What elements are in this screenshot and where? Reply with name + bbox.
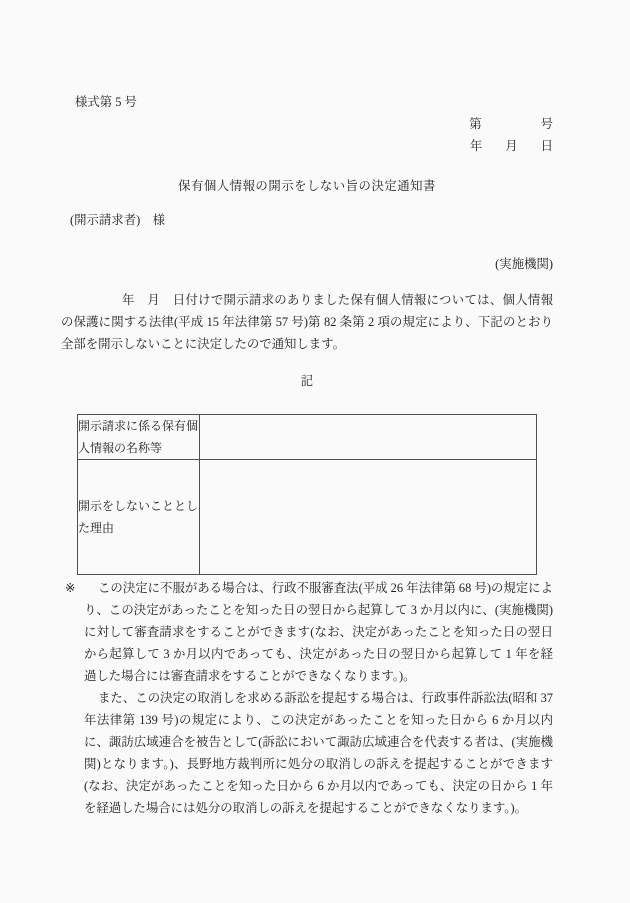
date-month-label: 月 [505, 139, 518, 153]
row-value-held-info-name [200, 415, 537, 460]
doc-number-blank [482, 127, 541, 128]
date-day-label: 日 [540, 139, 553, 153]
note-marker: ※ [65, 581, 76, 595]
note-paragraph-appeal: この決定に不服がある場合は、行政不服審査法(平成 26 年法律第 68 号)の規定により、この決定があったことを知った日の翌日から起算して 3 か月以内に、(実施機関)に対して審査請求をすることができます(なお、決定があったことを知った日の翌日から起算して 3 か月以内であっても、決定があった日の翌日から起算して 1 年を経過した場合には審査請求をすることができなくなります。)。 [84, 581, 553, 683]
date-line [61, 135, 553, 157]
row-label-nondisclosure-reason: 開示をしないこととした理由 [78, 460, 200, 575]
doc-number-prefix: 第 [469, 117, 482, 131]
addressee-line: (開示請求者) 様 [70, 213, 165, 227]
document-title: 保有個人情報の開示をしない旨の決定通知書 [178, 179, 436, 193]
record-marker: 記 [300, 374, 314, 388]
row-value-nondisclosure-reason [200, 460, 537, 575]
note-paragraph-lawsuit: また、この決定の取消しを求める訴訟を提起する場合は、行政事件訴訟法(昭和 37 年法律第 139 号)の規定により、この決定があったことを知った日から 6 か月以内に、諏訪広域連合を被告として(訴訟において諏訪広域連合を代表する者は、(実施機関)となります。)、長野地方裁判所に処分の取消しの訴えを提起することができます(なお、決定があったことを知った日から 6 か月以内であっても、決定の日から 1 年を経過した場合には処分の取消しの訴えを提起することができなくなります。)。 [84, 691, 553, 815]
notes-section [61, 577, 553, 819]
date-year-label: 年 [469, 139, 483, 153]
body-paragraph: 年 月 日付けで開示請求のありました保有個人情報については、個人情報の保護に関する法律(平成 15 年法律第 57 号)第 82 条第 2 項の規定により、下記のとおり全部を開示しないことに決定したので通知します。 [61, 293, 553, 351]
date-month-blank [518, 149, 541, 150]
issuer-line: (実施機関) [495, 257, 553, 271]
row-label-held-info-name: 開示請求に係る保有個人情報の名称等 [78, 415, 200, 460]
document-number-line [61, 113, 553, 135]
table-row-name [78, 415, 537, 460]
table-row-reason [78, 460, 537, 575]
form-number-label: 様式第 5 号 [75, 95, 137, 109]
date-year-blank [482, 149, 505, 150]
decision-table [77, 414, 537, 575]
doc-number-suffix: 号 [540, 117, 553, 131]
